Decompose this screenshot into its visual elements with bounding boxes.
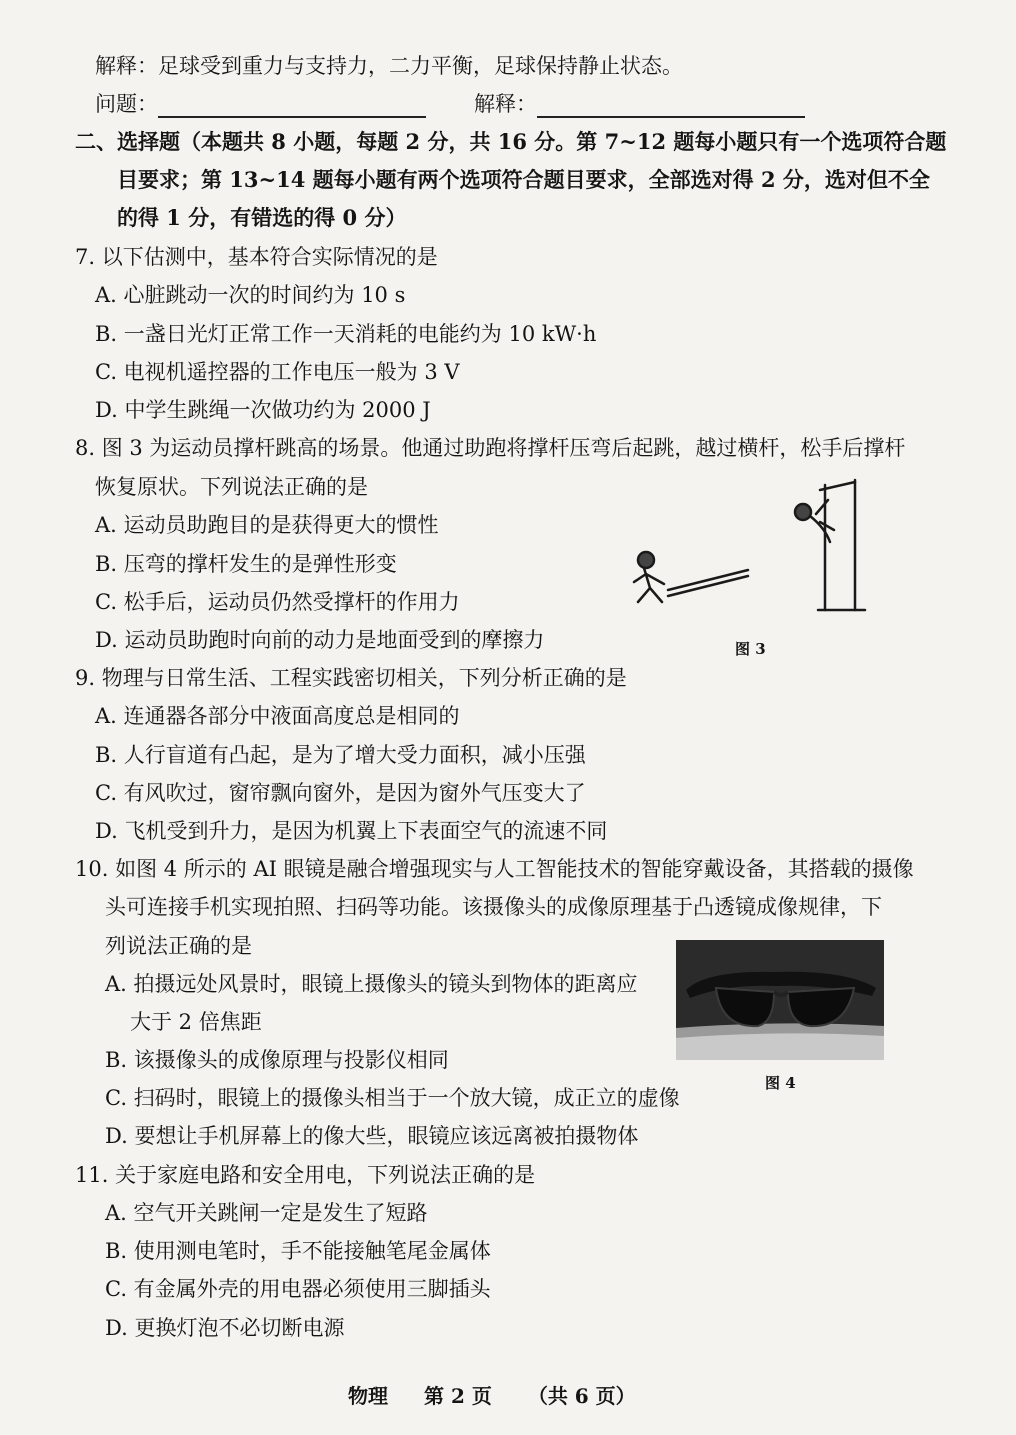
q11-option-d: D. 更换灯泡不必切断电源 (105, 1316, 345, 1340)
question-answer-row (95, 90, 805, 118)
question-blank[interactable] (158, 94, 426, 118)
intro-explain: 解释：足球受到重力与支持力，二力平衡，足球保持静止状态。 (95, 54, 683, 78)
pole-vault-figure (620, 470, 890, 630)
q10-option-a-line1: A. 拍摄远处风景时，眼镜上摄像头的镜头到物体的距离应 (105, 972, 638, 996)
q9-option-a: A. 连通器各部分中液面高度总是相同的 (95, 704, 460, 728)
page-footer (330, 1380, 654, 1409)
q7-stem: 7. 以下估测中，基本符合实际情况的是 (75, 245, 438, 269)
section2-line1: 二、选择题（本题共 8 小题，每题 2 分，共 16 分。第 7~12 题每小题只有一个选项符合题 (75, 129, 947, 154)
q9-option-b: B. 人行盲道有凸起，是为了增大受力面积，减小压强 (95, 743, 586, 767)
q9-option-d: D. 飞机受到升力，是因为机翼上下表面空气的流速不同 (95, 819, 608, 843)
q11-option-c: C. 有金属外壳的用电器必须使用三脚插头 (105, 1277, 491, 1301)
q10-option-a-line2: 大于 2 倍焦距 (130, 1010, 262, 1034)
q11-option-a: A. 空气开关跳闸一定是发生了短路 (105, 1201, 428, 1225)
q10-stem-1: 10. 如图 4 所示的 AI 眼镜是融合增强现实与人工智能技术的智能穿戴设备，其搭载的摄像 (75, 857, 914, 881)
footer-page-number: 第 2 页 (424, 1384, 492, 1408)
q8-option-a: A. 运动员助跑目的是获得更大的惯性 (95, 513, 439, 537)
answer-blank[interactable] (537, 94, 805, 118)
ai-glasses-photo (676, 940, 884, 1060)
footer-subject: 物理 (348, 1384, 388, 1408)
q8-stem-1: 8. 图 3 为运动员撑杆跳高的场景。他通过助跑将撑杆压弯后起跳，越过横杆，松手后撑杆 (75, 436, 906, 460)
q8-option-b: B. 压弯的撑杆发生的是弹性形变 (95, 552, 397, 576)
question-label: 问题： (95, 92, 158, 116)
q8-option-d: D. 运动员助跑时向前的动力是地面受到的摩擦力 (95, 628, 545, 652)
section2-line2: 目要求；第 13~14 题每小题有两个选项符合题目要求，全部选对得 2 分，选对但不全 (117, 167, 930, 192)
q10-stem-2: 头可连接手机实现拍照、扫码等功能。该摄像头的成像原理基于凸透镜成像规律，下 (105, 895, 882, 919)
q11-stem: 11. 关于家庭电路和安全用电，下列说法正确的是 (75, 1163, 536, 1187)
q10-option-b: B. 该摄像头的成像原理与投影仪相同 (105, 1048, 449, 1072)
q8-option-c: C. 松手后，运动员仍然受撑杆的作用力 (95, 590, 460, 614)
answer-label: 解释： (474, 92, 537, 116)
figure-4-caption: 图 4 (765, 1074, 796, 1092)
footer-total-pages: （共 6 页） (527, 1384, 636, 1408)
q7-option-a: A. 心脏跳动一次的时间约为 10 s (95, 283, 406, 307)
q10-option-c: C. 扫码时，眼镜上的摄像头相当于一个放大镜，成正立的虚像 (105, 1086, 680, 1110)
figure-3-caption: 图 3 (735, 640, 766, 658)
q7-option-c: C. 电视机遥控器的工作电压一般为 3 V (95, 360, 460, 384)
q11-option-b: B. 使用测电笔时，手不能接触笔尾金属体 (105, 1239, 491, 1263)
q8-stem-2: 恢复原状。下列说法正确的是 (95, 475, 368, 499)
q10-option-d: D. 要想让手机屏幕上的像大些，眼镜应该远离被拍摄物体 (105, 1124, 639, 1148)
q9-stem: 9. 物理与日常生活、工程实践密切相关，下列分析正确的是 (75, 666, 627, 690)
q9-option-c: C. 有风吹过，窗帘飘向窗外，是因为窗外气压变大了 (95, 781, 586, 805)
q7-option-d: D. 中学生跳绳一次做功约为 2000 J (95, 398, 431, 422)
section2-line3: 的得 1 分，有错选的得 0 分） (117, 205, 407, 230)
q10-stem-3: 列说法正确的是 (105, 934, 252, 958)
q7-option-b: B. 一盏日光灯正常工作一天消耗的电能约为 10 kW·h (95, 322, 597, 346)
